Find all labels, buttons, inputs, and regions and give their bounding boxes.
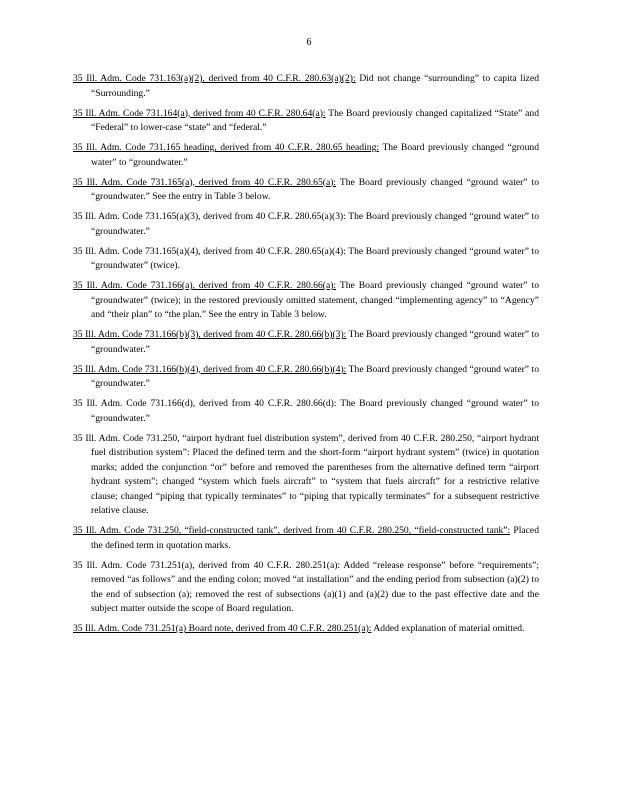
entry-citation: 35 Ill. Adm. Code 731.166(d), derived from 40 C.F.R. 280.66(d): <box>73 398 337 409</box>
entry-text: Added “release response” before “requirements”; removed “as follows” and the ending colon; moved “at installation” and the ending period from subsection (a)(2) to the end of subsection (a); removed the rest of subsections (a)(1) and (a)(2) due to the past effective date and the subject matter outside the scope of Board regulation. <box>91 559 539 614</box>
entry <box>73 141 539 170</box>
entry <box>73 363 539 392</box>
entry-citation: 35 Ill. Adm. Code 731.250, “field-constructed tank”, derived from 40 C.F.R. 280.250, “field-constructed tank”: <box>73 525 511 536</box>
entry-text: The Board previously changed capitalized “State” and “Federal” to lower-case “state” and “federal.” <box>91 107 539 133</box>
entry-text: Added explanation of material omitted. <box>371 623 525 634</box>
entry <box>73 524 539 553</box>
entry-citation: 35 Ill. Adm. Code 731.165(a)(4), derived from 40 C.F.R. 280.65(a)(4): <box>73 245 346 257</box>
entry-citation: 35 Ill. Adm. Code 731.163(a)(2), derived from 40 C.F.R. 280.63(a)(2): <box>73 73 356 84</box>
entry <box>73 210 539 239</box>
entry <box>73 397 539 426</box>
page-number: 6 <box>306 37 312 48</box>
entry-citation: 35 Ill. Adm. Code 731.165(a)(3), derived from 40 C.F.R. 280.65(a)(3): <box>73 211 346 222</box>
entry-citation: 35 Ill. Adm. Code 731.166(a), derived from 40 C.F.R. 280.66(a): <box>73 280 337 291</box>
entry-text: The Board previously changed “ground water” to “groundwater.” <box>91 329 540 355</box>
amendment-entries <box>73 72 539 642</box>
entry <box>73 622 539 637</box>
entry-citation: 35 Ill. Adm. Code 731.166(b)(4), derived from 40 C.F.R. 280.66(b)(4): <box>73 363 347 375</box>
entry-citation: 35 Ill. Adm. Code 731.165(a), derived from 40 C.F.R. 280.65(a): <box>73 176 337 188</box>
entry-citation: 35 Ill. Adm. Code 731.250, “airport hydrant fuel distribution system”, derived from 40 C.F.R. 280.250, “airport hydrant fuel distribution system”: <box>73 432 539 458</box>
entry <box>73 432 539 519</box>
entry-text: Did not change “surrounding” to capita lized “Surrounding.” <box>91 73 539 99</box>
entry-text: The Board previously changed “ground water” to “groundwater” (twice); in the restored previously omitted statement, changed “implementing agency” to “Agency” and “their plan” to “the plan.” See the entry in Table 3 below. <box>91 280 540 320</box>
entry <box>73 328 539 357</box>
entry-text: The Board previously changed “ground water” to “groundwater.” <box>91 211 539 237</box>
entry-citation: 35 Ill. Adm. Code 731.166(b)(3), derived from 40 C.F.R. 280.66(b)(3): <box>73 329 347 340</box>
entry <box>73 72 539 101</box>
entry <box>73 107 539 136</box>
entry-text: The Board previously changed “ground water” to “groundwater.” <box>91 363 540 389</box>
entry-text: Placed the defined term and the short-form “airport hydrant system” (twice) in quotation marks; added the conjunction “or” before and removed the parentheses from the alternative defined term “airport hydrant system”; changed “system which fuels aircraft” to “system that fuels aircraft” for a restrictive relative clause; changed “piping that typically terminates” to “piping that typically terminates” for a subsequent restrictive relative clause. <box>91 447 539 516</box>
entry <box>73 559 539 617</box>
entry-citation: 35 Ill. Adm. Code 731.164(a), derived from 40 C.F.R. 280.64(a): <box>73 107 326 119</box>
entry <box>73 176 539 205</box>
entry-text: The Board previously changed “ground water” to “groundwater” (twice). <box>91 245 539 271</box>
entry <box>73 245 539 274</box>
entry-text: The Board previously changed “ground water” to “groundwater.” <box>91 142 539 168</box>
entry-citation: 35 Ill. Adm. Code 731.251(a), derived from 40 C.F.R. 280.251(a): <box>73 559 341 571</box>
entry-citation: 35 Ill. Adm. Code 731.165 heading, derived from 40 C.F.R. 280.65 heading: <box>73 142 380 153</box>
entry <box>73 279 539 323</box>
entry-text: The Board previously changed “ground water” to “groundwater.” <box>91 398 539 424</box>
entry-citation: 35 Ill. Adm. Code 731.251(a) Board note, derived from 40 C.F.R. 280.251(a): <box>73 623 372 634</box>
entry-text: Placed the defined term in quotation marks. <box>91 525 539 551</box>
entry-text: The Board previously changed “ground water” to “groundwater.” See the entry in Table 3 below. <box>91 176 540 202</box>
